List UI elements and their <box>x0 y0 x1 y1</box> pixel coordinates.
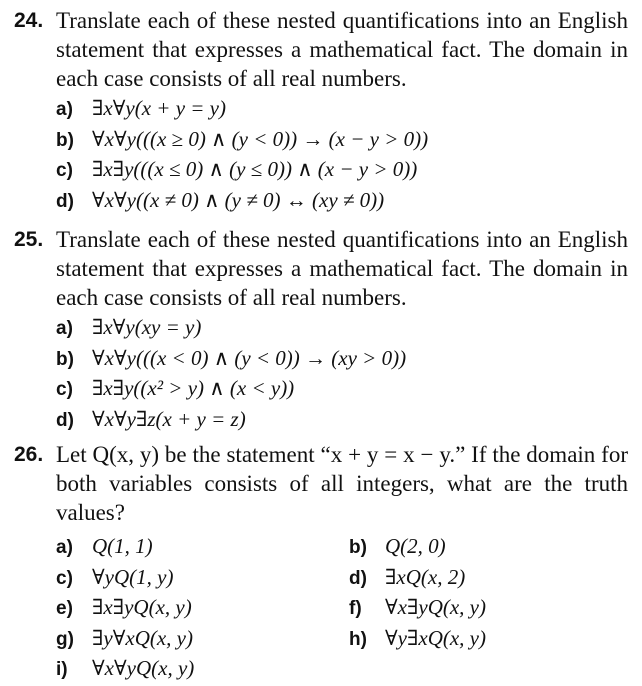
item-expression: ∀x∀y(((x < 0) ∧ (y < 0)) → (xy > 0)) <box>92 345 407 370</box>
item-label: b) <box>56 348 74 370</box>
list-item <box>349 624 629 655</box>
item-label: a) <box>56 318 73 339</box>
item-expression: Q(1, 1) <box>92 534 153 558</box>
item-expression: ∀yQ(1, y) <box>92 564 174 589</box>
item-label: a) <box>56 537 73 558</box>
item-expression: ∃xQ(x, 2) <box>385 564 466 589</box>
list-item <box>56 344 628 375</box>
list-item <box>56 532 349 563</box>
list-item <box>56 624 349 655</box>
item-label: d) <box>56 190 74 212</box>
item-label: c) <box>56 160 73 181</box>
problem-24 <box>14 6 628 216</box>
problem-26-items <box>56 532 628 685</box>
problem-text: Translate each of these nested quantifications into an English statement that expresses a mathematical fact. The domain in each case consists of all real numbers. <box>56 8 628 91</box>
item-label: f) <box>349 598 362 619</box>
list-item <box>56 593 349 624</box>
list-item <box>56 155 628 186</box>
item-expression: ∃x∀y(x + y = y) <box>92 96 226 120</box>
item-label: b) <box>349 537 367 558</box>
item-label: g) <box>56 628 74 650</box>
item-expression: ∃x∀y(xy = y) <box>92 315 202 339</box>
item-expression: ∃x∃yQ(x, y) <box>92 595 192 619</box>
problem-number: 24. <box>14 9 44 32</box>
item-expression: ∀x∀y(((x ≥ 0) ∧ (y < 0)) → (x − y > 0)) <box>92 126 429 151</box>
problem-25 <box>14 225 628 435</box>
item-expression: ∀x∀y((x ≠ 0) ∧ (y ≠ 0) ↔ (xy ≠ 0)) <box>92 187 385 212</box>
problem-number: 25. <box>14 228 44 251</box>
list-item <box>56 94 628 125</box>
problem-24-header <box>14 6 628 93</box>
list-item <box>56 563 349 594</box>
problem-text: Let Q(x, y) be the statement “x + y = x − y.” If the domain for both variables consists of all integers, what are the truth values? <box>56 442 628 525</box>
item-label: d) <box>349 567 367 589</box>
item-label: a) <box>56 99 73 120</box>
problem-number: 26. <box>14 443 44 466</box>
item-expression: ∀y∃xQ(x, y) <box>385 625 487 650</box>
item-label: d) <box>56 409 74 431</box>
item-label: c) <box>56 567 73 589</box>
list-item <box>349 532 629 563</box>
list-item <box>56 374 628 405</box>
list-item <box>56 654 349 685</box>
item-label: h) <box>349 628 367 650</box>
item-expression: ∃x∃y(((x ≤ 0) ∧ (y ≤ 0)) ∧ (x − y > 0)) <box>92 157 418 181</box>
item-expression: ∃y∀xQ(x, y) <box>92 625 194 650</box>
item-label: i) <box>56 659 68 680</box>
item-expression: Q(2, 0) <box>385 534 446 558</box>
problem-25-header <box>14 225 628 312</box>
list-item <box>56 125 628 156</box>
item-label: b) <box>56 129 74 151</box>
list-item <box>56 313 628 344</box>
problem-24-items <box>56 94 628 216</box>
problem-text: Translate each of these nested quantifications into an English statement that expresses a mathematical fact. The domain in each case consists of all real numbers. <box>56 227 628 310</box>
item-expression: ∀x∀y∃z(x + y = z) <box>92 406 246 431</box>
list-item <box>56 405 628 436</box>
item-expression: ∃x∃y((x² > y) ∧ (x < y)) <box>92 376 295 400</box>
list-item <box>349 593 629 624</box>
item-expression: ∀x∀yQ(x, y) <box>92 656 195 680</box>
problem-26-header <box>14 440 628 527</box>
item-label: c) <box>56 379 73 400</box>
problem-25-items <box>56 313 628 435</box>
item-label: e) <box>56 598 73 619</box>
list-item <box>349 563 629 594</box>
list-item <box>56 186 628 217</box>
item-expression: ∀x∃yQ(x, y) <box>385 595 487 619</box>
problem-26 <box>14 440 628 685</box>
